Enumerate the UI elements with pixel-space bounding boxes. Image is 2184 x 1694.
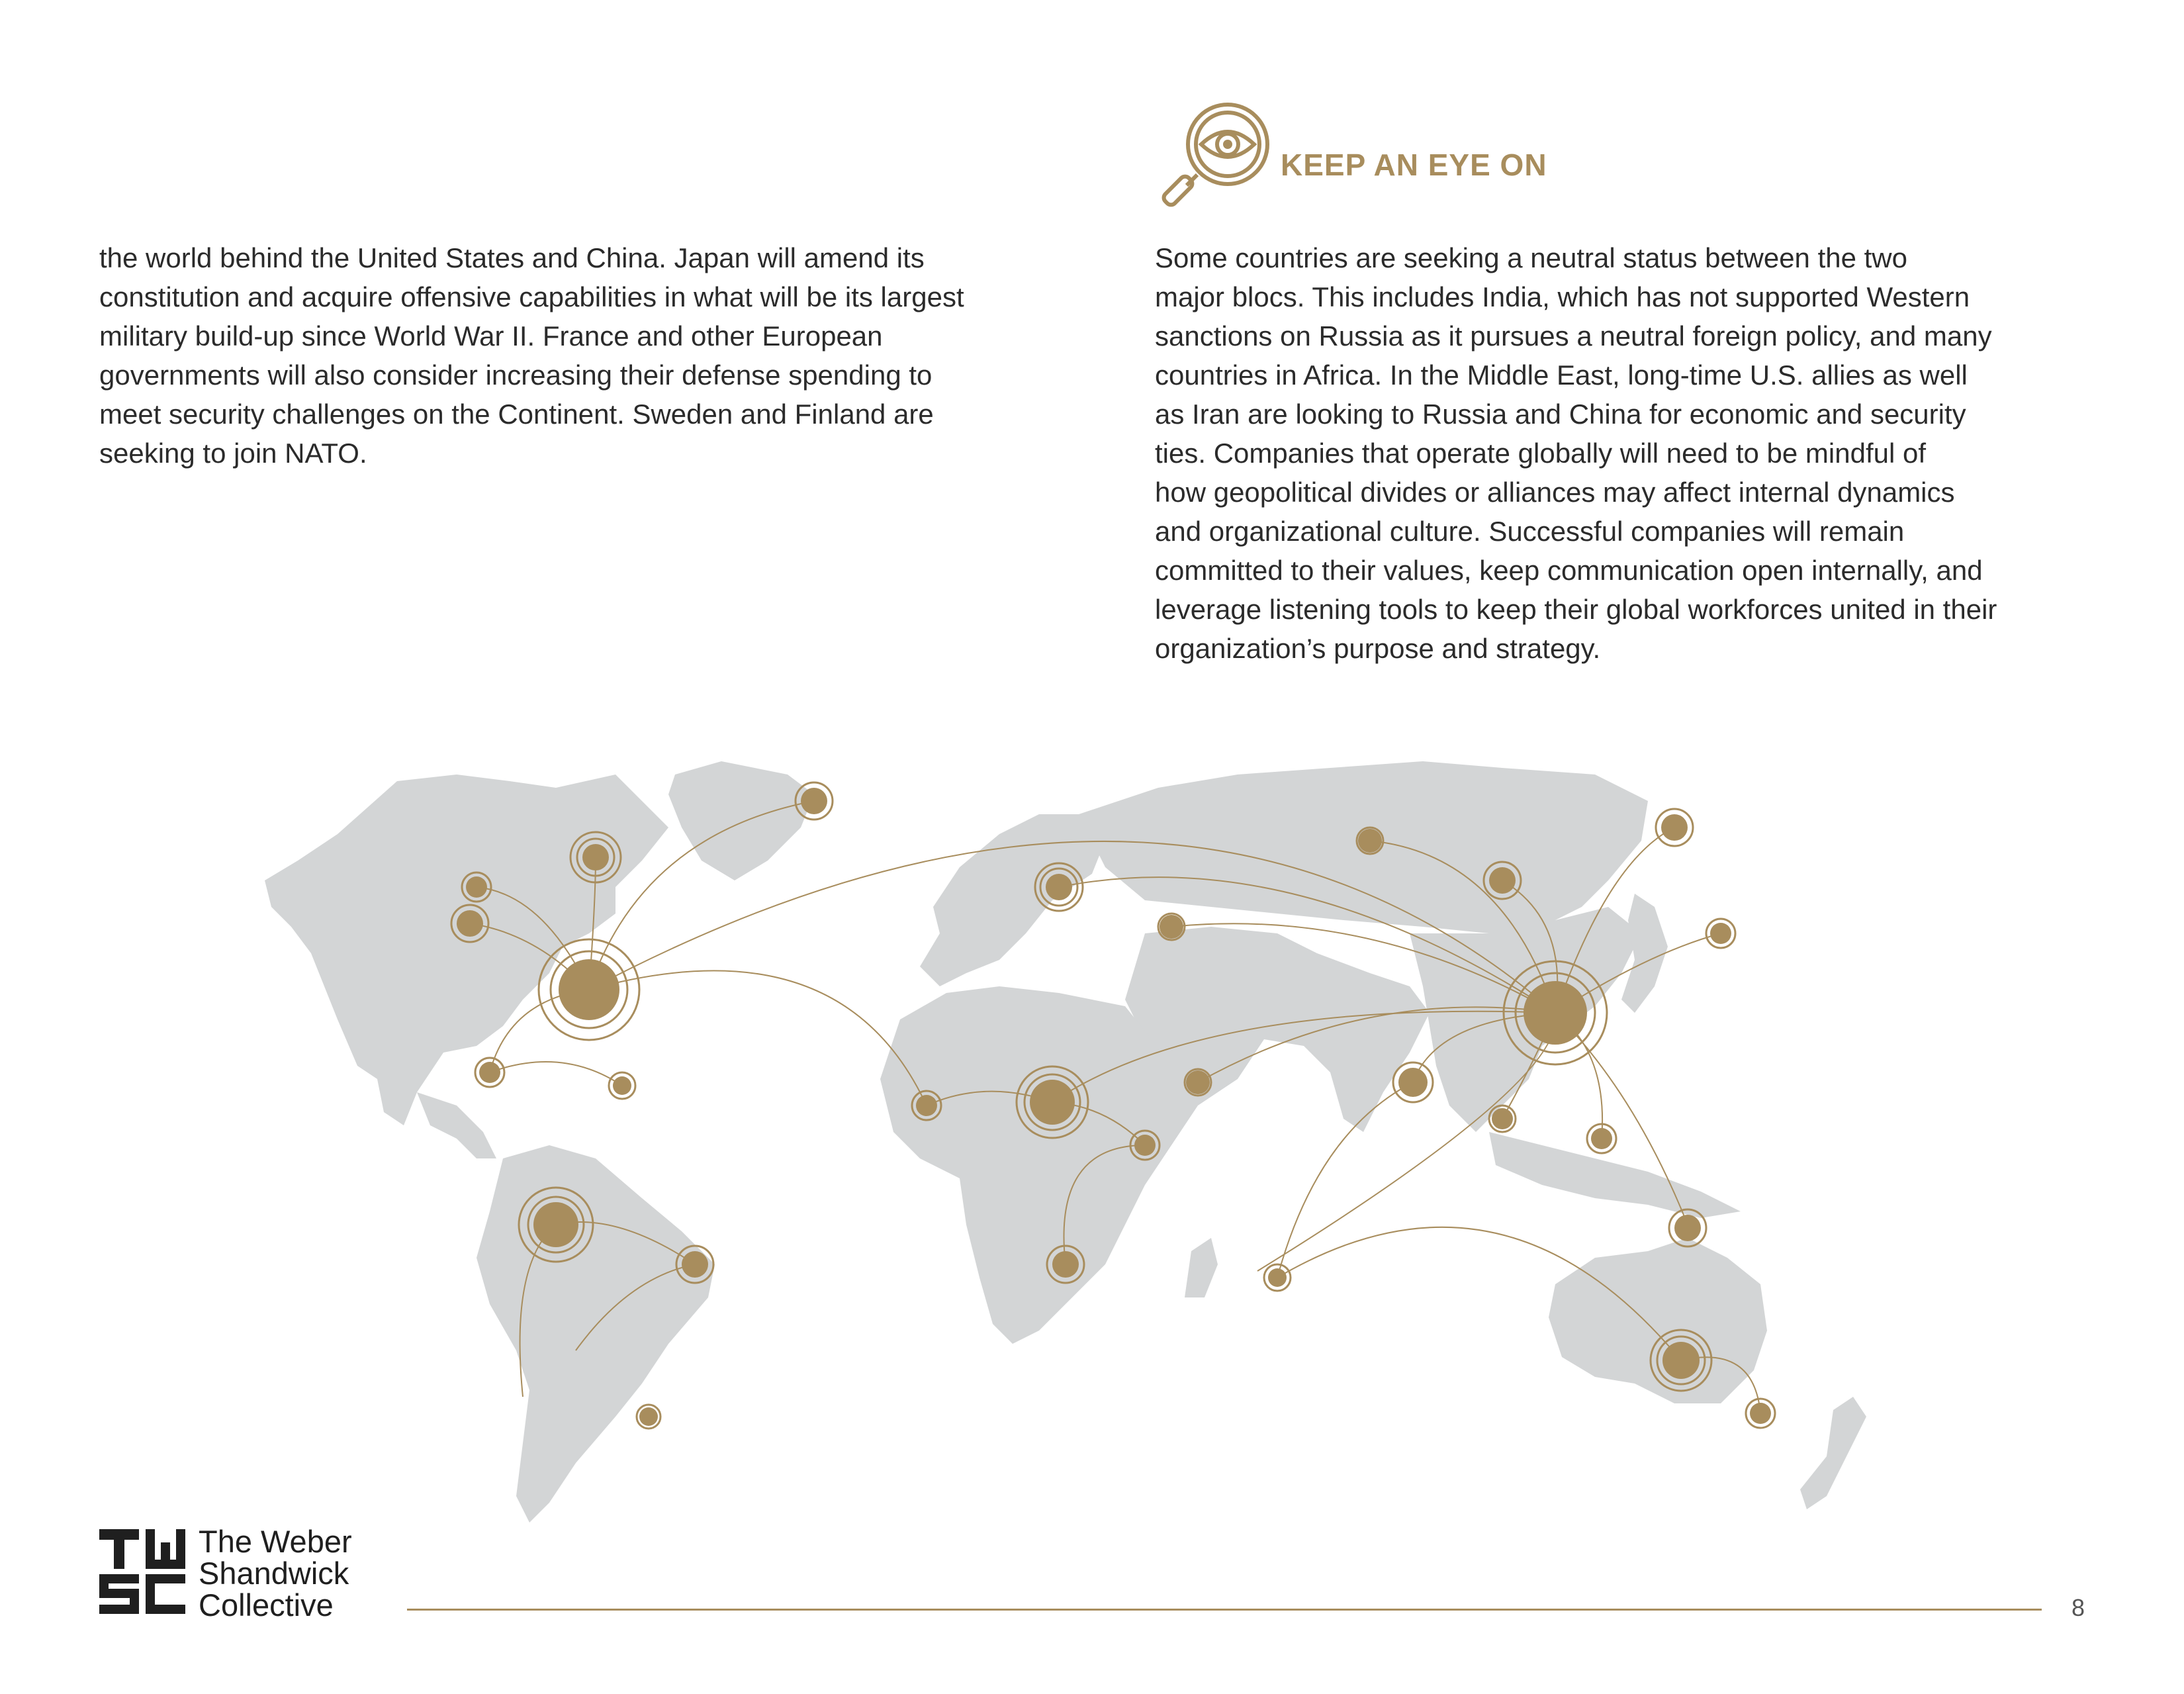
world-map-network-icon [245, 735, 1966, 1582]
body-text-left [99, 238, 1079, 473]
body-text-right [1155, 238, 2121, 668]
twsc-logo-mark-icon [99, 1529, 185, 1614]
logo-line-1: The Weber [199, 1524, 352, 1559]
paragraph-left: the world behind the United States and China. Japan will amend its constitution and acquire offensive capabilities in what will be its largest military build-up since World War II. France and other European governments will also consider increasing their defense spending to meet security challenges on the Continent. Sweden and Finland are seeking to join NATO. [99, 242, 964, 469]
page-number: 8 [2071, 1594, 2085, 1621]
logo-line-2: Shandwick [199, 1556, 349, 1591]
logo-wordmark [199, 1526, 352, 1621]
magnifier-eye-icon [1155, 99, 1281, 225]
logo-line-3: Collective [199, 1587, 334, 1623]
continents [265, 761, 1866, 1523]
footer-divider [407, 1609, 2042, 1611]
paragraph-right: Some countries are seeking a neutral status between the two major blocs. This includes India, which has not supported Western sanctions on Russia as it pursues a neutral foreign policy, and many countries in Africa. In the Middle East, long-time U.S. allies as well as Iran are looking to Russia and China for economic and security ties. Companies that operate globally will need to be mindful of how geopolitical divides or alliances may affect internal dynamics and organizational culture. Successful companies will remain committed to their values, keep communication open internally, and leverage listening tools to keep their global workforces united in their organization’s purpose and strategy. [1155, 242, 1997, 664]
keep-an-eye-on-title: KEEP AN EYE ON [1281, 148, 1547, 182]
